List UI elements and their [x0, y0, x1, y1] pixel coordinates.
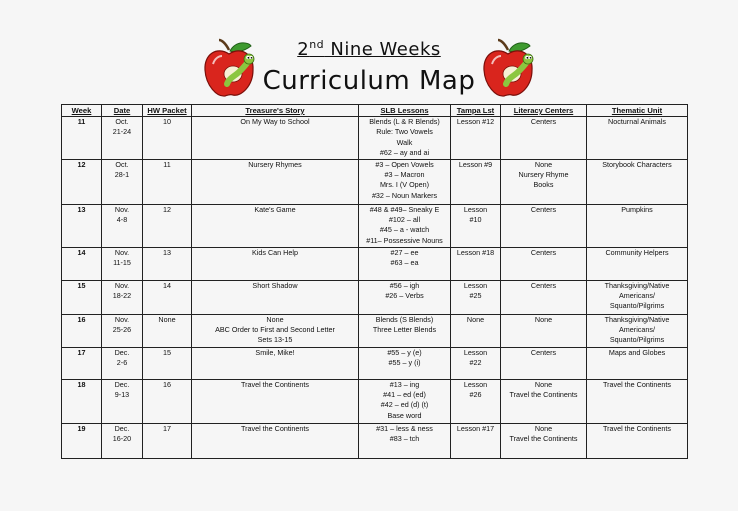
table-row: [62, 204, 688, 247]
table-row: [62, 347, 688, 379]
hw-packet-cell: 16: [143, 379, 192, 423]
story-cell: [192, 204, 359, 247]
table-row: [62, 280, 688, 314]
slb-lessons-cell-line: Walk: [396, 137, 413, 147]
slb-lessons-cell-line: Mrs. I (V Open): [379, 180, 430, 190]
thematic-unit-cell: [587, 423, 688, 458]
tampa-lst-cell-line: Lesson: [463, 347, 488, 357]
date-cell-line: Nov.: [114, 280, 130, 290]
story-cell: [192, 423, 359, 458]
story-cell: [192, 379, 359, 423]
story-cell: [192, 280, 359, 314]
story-cell-line: Travel the Continents: [240, 379, 310, 389]
literacy-centers-cell: [501, 379, 587, 423]
slb-lessons-cell-line: #3 – Open Vowels: [375, 159, 434, 169]
tampa-lst-cell: [451, 347, 501, 379]
week-cell: 19: [62, 423, 102, 458]
hw-packet-cell: 12: [143, 204, 192, 247]
curriculum-table: [61, 104, 688, 459]
literacy-centers-cell-line: None: [534, 379, 553, 389]
literacy-centers-cell: [501, 347, 587, 379]
column-header: Treasure's Story: [192, 105, 359, 117]
date-cell-line: Nov.: [114, 247, 130, 257]
page-title: [0, 34, 738, 98]
literacy-centers-cell: [501, 247, 587, 280]
slb-lessons-cell-line: #83 – tch: [389, 434, 420, 444]
date-cell-line: Dec.: [114, 423, 130, 433]
column-header: SLB Lessons: [359, 105, 451, 117]
literacy-centers-cell-line: Centers: [530, 117, 557, 126]
slb-lessons-cell-line: Blends (L & R Blends): [369, 117, 440, 126]
slb-lessons-cell-line: #41 – ed (ed): [383, 390, 426, 400]
slb-lessons-cell-line: #42 – ed (d) (t): [380, 400, 429, 410]
slb-lessons-cell-line: #27 – ee: [390, 247, 419, 257]
thematic-unit-cell-line: Americans/: [619, 325, 655, 335]
tampa-lst-cell-line: Lesson #18: [456, 247, 495, 257]
literacy-centers-cell: [501, 159, 587, 204]
literacy-centers-cell-line: None: [534, 423, 553, 433]
date-cell-line: Oct.: [115, 159, 129, 169]
thematic-unit-cell: [587, 117, 688, 160]
literacy-centers-cell-line: Books: [533, 180, 554, 190]
date-cell: [102, 117, 143, 160]
slb-lessons-cell: [359, 379, 451, 423]
date-cell-line: Nov.: [114, 204, 130, 214]
tampa-lst-cell: [451, 379, 501, 423]
thematic-unit-cell-line: Maps and Globes: [608, 347, 666, 357]
tampa-lst-cell: [451, 117, 501, 160]
thematic-unit-cell-line: Thanksgiving/Native: [604, 314, 670, 324]
week-cell: 13: [62, 204, 102, 247]
thematic-unit-cell: [587, 280, 688, 314]
slb-lessons-cell: [359, 347, 451, 379]
slb-lessons-cell-line: Three Letter Blends: [372, 325, 437, 335]
column-header: HW Packet: [143, 105, 192, 117]
tampa-lst-cell: [451, 159, 501, 204]
date-cell: [102, 247, 143, 280]
hw-packet-cell: 11: [143, 159, 192, 204]
story-cell: [192, 117, 359, 160]
thematic-unit-cell-line: Nocturnal Animals: [608, 117, 666, 126]
story-cell-line: Short Shadow: [252, 280, 298, 290]
slb-lessons-cell-line: #62 – ay and ai: [379, 148, 430, 158]
story-cell-line: Nursery Rhymes: [248, 159, 302, 169]
slb-lessons-cell: [359, 117, 451, 160]
slb-lessons-cell: [359, 204, 451, 247]
literacy-centers-cell-line: Centers: [530, 347, 557, 357]
thematic-unit-cell: [587, 204, 688, 247]
date-cell: [102, 280, 143, 314]
thematic-unit-cell-line: Community Helpers: [605, 247, 669, 257]
week-cell: 14: [62, 247, 102, 280]
tampa-lst-cell-line: #25: [469, 291, 482, 301]
week-cell: 15: [62, 280, 102, 314]
title-line-1: [0, 34, 738, 61]
date-cell-line: 4-8: [116, 215, 128, 225]
thematic-unit-cell: [587, 247, 688, 280]
literacy-centers-cell-line: None: [534, 159, 553, 169]
tampa-lst-cell-line: #10: [469, 215, 482, 225]
slb-lessons-cell-line: #55 – y (i): [388, 358, 421, 368]
story-cell-line: None: [266, 314, 284, 324]
date-cell: [102, 347, 143, 379]
tampa-lst-cell: [451, 314, 501, 347]
date-cell: [102, 379, 143, 423]
story-cell-line: Travel the Continents: [240, 423, 310, 433]
hw-packet-cell: 14: [143, 280, 192, 314]
story-cell: [192, 159, 359, 204]
tampa-lst-cell-line: Lesson #12: [456, 117, 495, 126]
hw-packet-cell: 15: [143, 347, 192, 379]
thematic-unit-cell-line: Pumpkins: [621, 204, 653, 214]
story-cell-line: ABC Order to First and Second Letter: [215, 325, 335, 335]
slb-lessons-cell: [359, 423, 451, 458]
thematic-unit-cell-line: Americans/: [619, 291, 655, 301]
thematic-unit-cell: [587, 159, 688, 204]
tampa-lst-cell-line: #22: [469, 358, 482, 368]
table-row: [62, 379, 688, 423]
hw-packet-cell: 17: [143, 423, 192, 458]
slb-lessons-cell-line: #48 & #49– Sneaky E: [369, 204, 440, 214]
column-header: Literacy Centers: [501, 105, 587, 117]
week-cell: 16: [62, 314, 102, 347]
slb-lessons-cell-line: #32 – Noun Markers: [371, 190, 438, 200]
literacy-centers-cell: [501, 280, 587, 314]
slb-lessons-cell-line: #13 – ing: [389, 379, 420, 389]
thematic-unit-cell-line: Storybook Characters: [602, 159, 672, 169]
literacy-centers-cell-line: Centers: [530, 280, 557, 290]
slb-lessons-cell-line: #45 – a - watch: [379, 225, 430, 235]
story-cell-line: On My Way to School: [240, 117, 310, 126]
title-line-1-prefix: 2: [297, 39, 310, 60]
tampa-lst-cell-line: Lesson: [463, 280, 488, 290]
tampa-lst-cell: [451, 280, 501, 314]
date-cell-line: 25-26: [112, 325, 132, 335]
slb-lessons-cell-line: Base word: [387, 410, 422, 420]
story-cell-line: Kate's Game: [254, 204, 296, 214]
tampa-lst-cell-line: None: [466, 314, 485, 324]
tampa-lst-cell-line: Lesson: [463, 379, 488, 389]
literacy-centers-cell-line: Travel the Continents: [509, 390, 578, 400]
title-line-2: Curriculum Map: [262, 66, 476, 96]
tampa-lst-cell-line: Lesson #9: [458, 159, 493, 169]
week-cell: 12: [62, 159, 102, 204]
tampa-lst-cell: [451, 423, 501, 458]
table-header-row: [62, 105, 688, 117]
hw-packet-cell: 10: [143, 117, 192, 160]
column-header: Week: [62, 105, 102, 117]
date-cell-line: 28-1: [114, 170, 130, 180]
thematic-unit-cell-line: Squanto/Pilgrims: [609, 335, 665, 345]
thematic-unit-cell-line: Thanksgiving/Native: [604, 280, 670, 290]
week-cell: 11: [62, 117, 102, 160]
tampa-lst-cell-line: Lesson: [463, 204, 488, 214]
table-row: [62, 159, 688, 204]
thematic-unit-cell: [587, 347, 688, 379]
slb-lessons-cell-line: #3 – Macron: [384, 170, 425, 180]
column-header: Tampa Lst: [451, 105, 501, 117]
date-cell-line: Nov.: [114, 314, 130, 324]
hw-packet-cell: 13: [143, 247, 192, 280]
slb-lessons-cell-line: #102 – all: [388, 215, 421, 225]
slb-lessons-cell-line: #26 – Verbs: [385, 291, 424, 301]
tampa-lst-cell: [451, 204, 501, 247]
slb-lessons-cell-line: Rule: Two Vowels: [376, 127, 433, 137]
story-cell: [192, 347, 359, 379]
tampa-lst-cell-line: Lesson #17: [456, 423, 495, 433]
title-line-1-suffix: Nine Weeks: [324, 39, 441, 60]
literacy-centers-cell-line: None: [534, 314, 553, 324]
hw-packet-cell: None: [143, 314, 192, 347]
thematic-unit-cell-line: Travel the Continents: [602, 423, 672, 433]
story-cell-line: Smile, Mike!: [255, 347, 295, 357]
story-cell: [192, 314, 359, 347]
slb-lessons-cell-line: #56 – igh: [389, 280, 420, 290]
slb-lessons-cell: [359, 314, 451, 347]
slb-lessons-cell: [359, 280, 451, 314]
slb-lessons-cell-line: #31 – less & ness: [376, 423, 433, 433]
week-cell: 18: [62, 379, 102, 423]
literacy-centers-cell: [501, 204, 587, 247]
literacy-centers-cell-line: Nursery Rhyme: [518, 170, 569, 180]
date-cell-line: 11-15: [113, 258, 131, 268]
slb-lessons-cell: [359, 159, 451, 204]
date-cell: [102, 314, 143, 347]
literacy-centers-cell: [501, 117, 587, 160]
week-cell: 17: [62, 347, 102, 379]
thematic-unit-cell-line: Squanto/Pilgrims: [609, 301, 665, 311]
date-cell-line: 16-20: [112, 434, 132, 444]
table-row: [62, 423, 688, 458]
date-cell-line: Dec.: [114, 347, 130, 357]
date-cell-line: 18-22: [112, 291, 132, 301]
slb-lessons-cell: [359, 247, 451, 280]
tampa-lst-cell-line: #26: [469, 390, 482, 400]
slb-lessons-cell-line: #63 – ea: [390, 258, 419, 268]
story-cell: [192, 247, 359, 280]
slb-lessons-cell-line: #11– Possessive Nouns: [366, 235, 443, 245]
date-cell-line: Oct.: [115, 117, 129, 126]
date-cell: [102, 204, 143, 247]
date-cell-line: 9-13: [114, 390, 130, 400]
literacy-centers-cell-line: Centers: [530, 204, 557, 214]
story-cell-line: Kids Can Help: [252, 247, 298, 257]
story-cell-line: Sets 13-15: [257, 335, 293, 345]
literacy-centers-cell-line: Centers: [530, 247, 557, 257]
table-row: [62, 117, 688, 160]
date-cell: [102, 423, 143, 458]
table-row: [62, 314, 688, 347]
thematic-unit-cell: [587, 379, 688, 423]
literacy-centers-cell-line: Travel the Continents: [509, 434, 578, 444]
slb-lessons-cell-line: Blends (S Blends): [375, 314, 434, 324]
table-body: [62, 117, 688, 459]
date-cell-line: Dec.: [114, 379, 130, 389]
column-header: Thematic Unit: [587, 105, 688, 117]
date-cell-line: 2-6: [116, 358, 128, 368]
date-cell-line: 21-24: [112, 127, 132, 137]
table-row: [62, 247, 688, 280]
thematic-unit-cell-line: Travel the Continents: [602, 379, 672, 389]
literacy-centers-cell: [501, 423, 587, 458]
title-line-1-sup: nd: [309, 38, 325, 51]
tampa-lst-cell: [451, 247, 501, 280]
thematic-unit-cell: [587, 314, 688, 347]
column-header: Date: [102, 105, 143, 117]
date-cell: [102, 159, 143, 204]
slb-lessons-cell-line: #55 – y (e): [387, 347, 422, 357]
literacy-centers-cell: [501, 314, 587, 347]
